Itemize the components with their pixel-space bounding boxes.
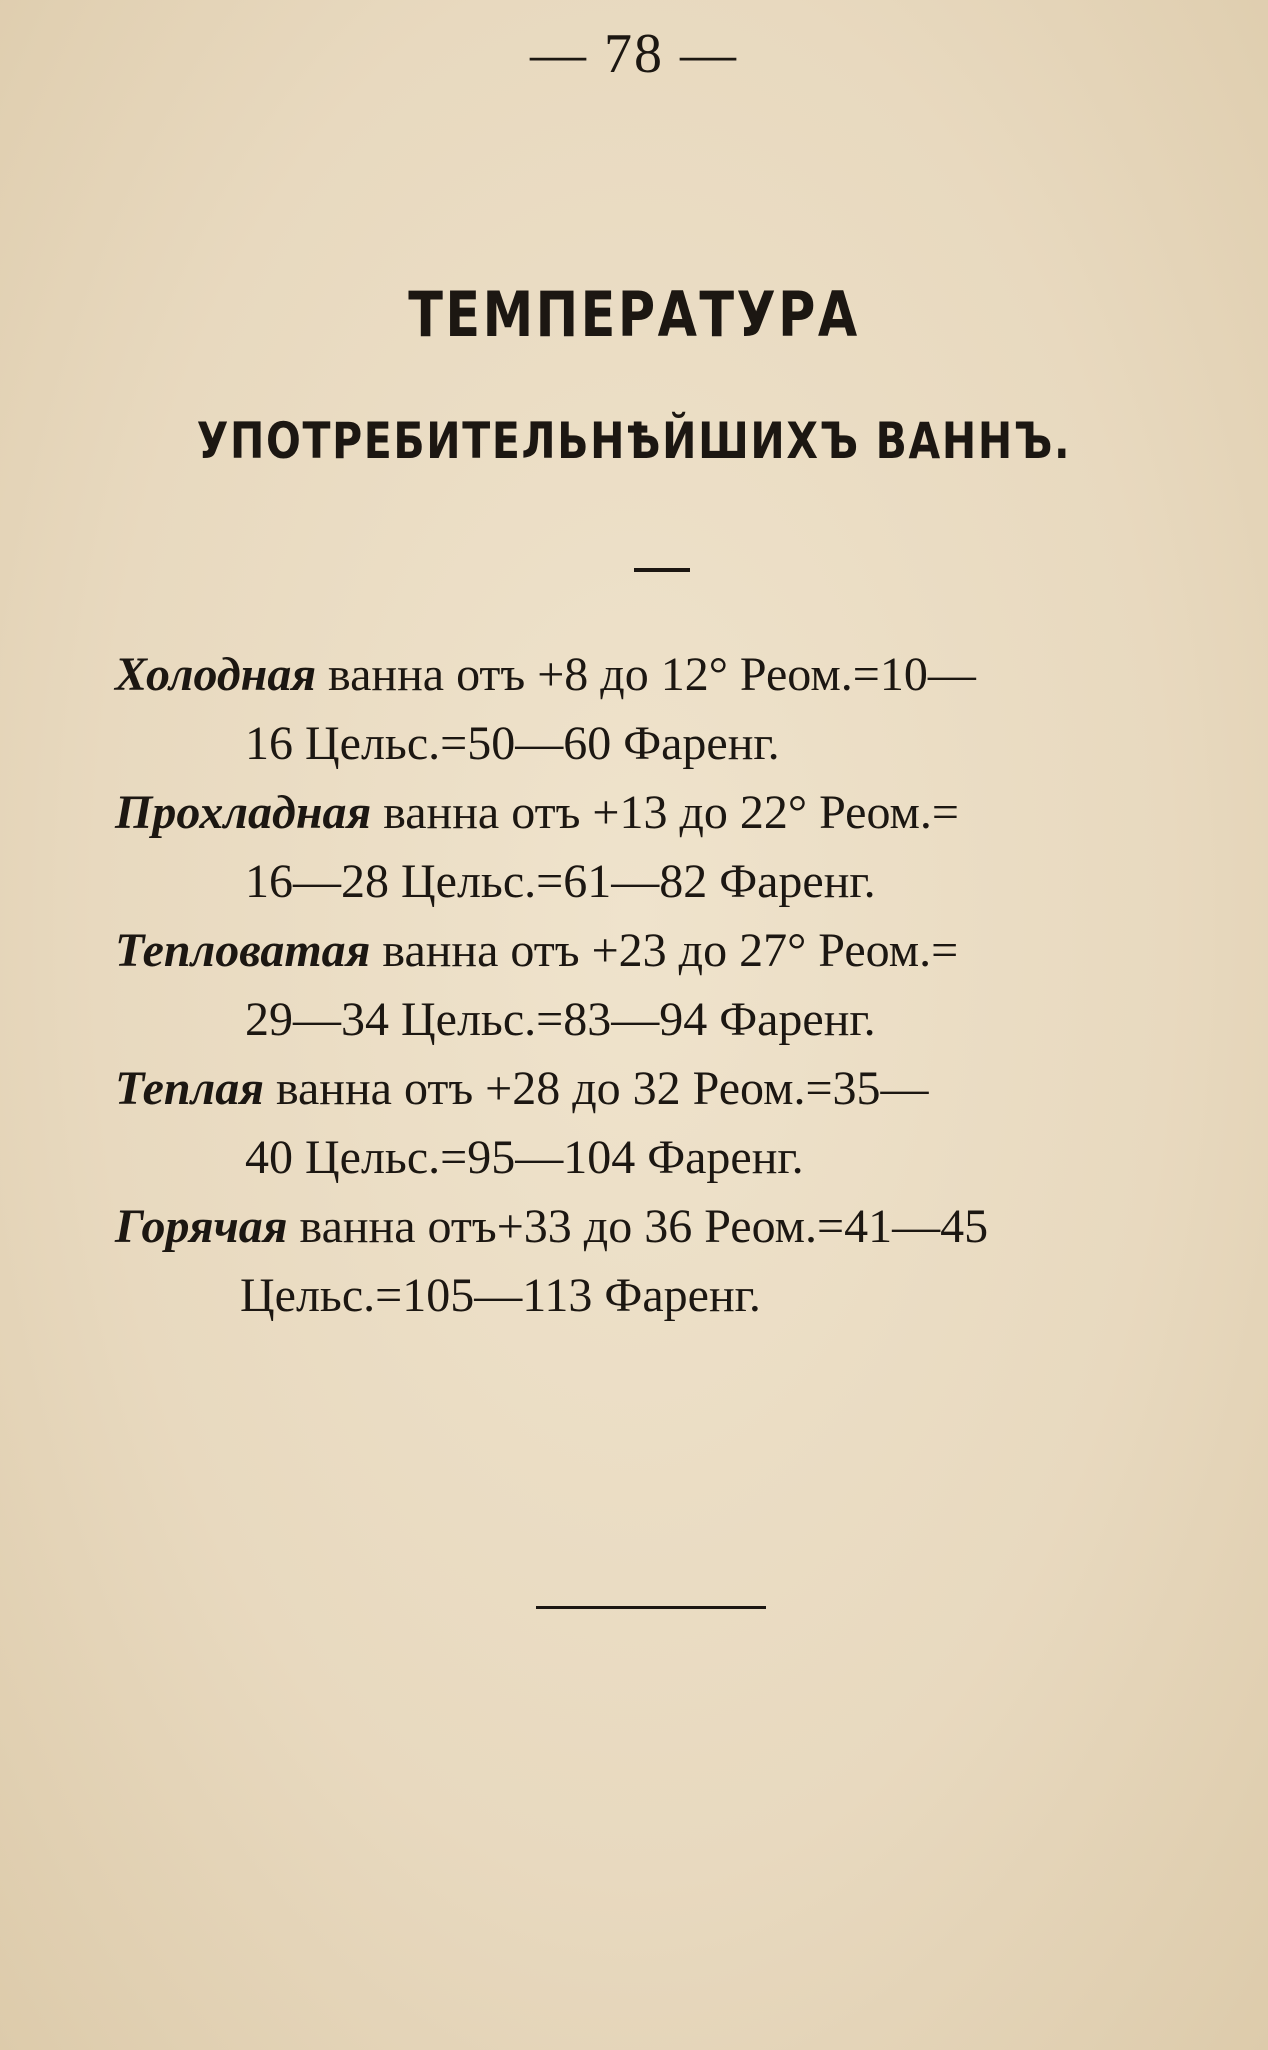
entry-text: ванна отъ +23 до 27° Реом.= bbox=[370, 924, 959, 977]
entry-first-line bbox=[115, 916, 1215, 985]
bath-type-name: Горячая bbox=[115, 1200, 288, 1253]
bath-type-name: Теплая bbox=[115, 1062, 264, 1115]
entry-text: ванна отъ +13 до 22° Реом.= bbox=[371, 786, 959, 839]
entry-continuation: 29—34 Цельс.=83—94 Фаренг. bbox=[245, 993, 876, 1046]
entry-text: ванна отъ +8 до 12° Реом.=10— bbox=[316, 648, 976, 701]
list-item bbox=[115, 1054, 1215, 1192]
entry-continuation: 40 Цельс.=95—104 Фаренг. bbox=[245, 1131, 804, 1184]
bath-type-name: Тепловатая bbox=[115, 924, 371, 977]
entry-first-line bbox=[115, 640, 1215, 709]
end-divider bbox=[536, 1606, 766, 1609]
entry-first-line bbox=[115, 778, 1215, 847]
list-item bbox=[115, 640, 1215, 778]
entry-text: ванна отъ +28 до 32 Реом.=35— bbox=[263, 1062, 929, 1115]
entry-continuation: 16 Цельс.=50—60 Фаренг. bbox=[245, 717, 780, 770]
entry-continuation: 16—28 Цельс.=61—82 Фаренг. bbox=[245, 855, 876, 908]
list-item bbox=[115, 778, 1215, 916]
entry-text: ванна отъ+33 до 36 Реом.=41—45 bbox=[287, 1200, 989, 1253]
page-title: ТЕМПЕРАТУРА bbox=[408, 278, 860, 351]
entry-continuation: Цельс.=105—113 Фаренг. bbox=[240, 1269, 761, 1322]
list-item bbox=[115, 1192, 1215, 1330]
entry-first-line bbox=[115, 1054, 1215, 1123]
entry-first-line bbox=[115, 1192, 1215, 1261]
bath-type-name: Прохладная bbox=[115, 786, 372, 839]
bath-temperature-list bbox=[115, 640, 1215, 1330]
page-number: — 78 — bbox=[530, 23, 738, 85]
title-divider bbox=[634, 568, 690, 572]
bath-type-name: Холодная bbox=[115, 648, 317, 701]
list-item bbox=[115, 916, 1215, 1054]
page-subtitle: УПОТРЕБИТЕЛЬНѢЙШИХЪ ВАННЪ. bbox=[196, 412, 1072, 470]
